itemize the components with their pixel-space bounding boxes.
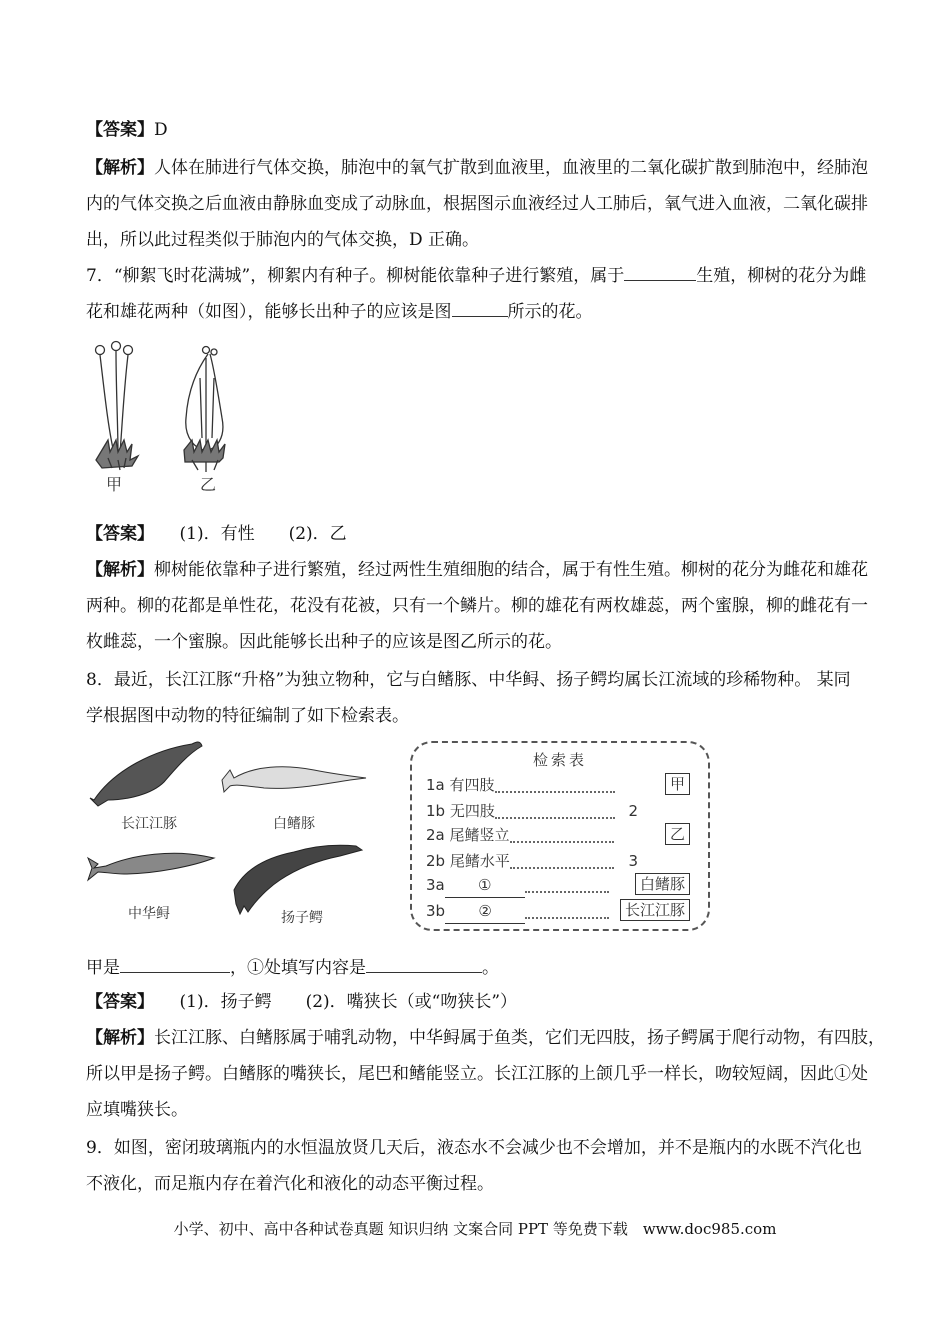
chinese-sturgeon-drawing xyxy=(88,853,214,880)
key-dots xyxy=(525,905,609,919)
q8-question-text-2: ，①处填写内容是 xyxy=(230,958,366,978)
key-result: 3 xyxy=(628,852,638,870)
q7-analysis-line-1 xyxy=(86,558,868,582)
female-flower-drawing xyxy=(184,347,225,473)
animal-label-baiji: 白鳍豚 xyxy=(273,816,315,832)
q8-blank-1 xyxy=(120,956,230,973)
q7-stem-line-1 xyxy=(86,264,866,288)
key-code: 3b xyxy=(426,902,446,920)
key-title: 检索表 xyxy=(532,751,587,769)
q7-blank-1 xyxy=(624,264,696,281)
q7-stem-text: 7．“柳絮飞时花满城”，柳絮内有种子。柳树能依靠种子进行繁殖，属于 xyxy=(86,266,625,286)
analysis-tag: 【解析】 xyxy=(86,1028,154,1048)
key-dots xyxy=(495,805,615,819)
key-row xyxy=(426,823,706,847)
animals-figure xyxy=(84,740,374,930)
key-code: 3a xyxy=(426,876,445,894)
key-row xyxy=(426,849,706,873)
dichotomous-key xyxy=(410,741,710,931)
chinese-alligator-drawing xyxy=(234,845,362,914)
q6-answer xyxy=(86,118,168,142)
q8-analysis-line-3: 应填嘴狭长。 xyxy=(86,1100,188,1120)
q8-analysis-line-2: 所以甲是扬子鳄。白鳍豚的嘴狭长，尾巴和鳍能竖立。长江江豚的上颌几乎一样长，吻较短阔，因此①处 xyxy=(86,1064,868,1084)
q7-analysis-line-2: 两种。柳的花都是单性花，花没有花被，只有一个鳞片。柳的雄花有两枚雄蕊，两个蜜腺，柳的雌花有一 xyxy=(86,596,868,616)
key-text: 无四肢 xyxy=(449,802,495,820)
analysis-text: 人体在肺进行气体交换，肺泡中的氧气扩散到血液里，血液里的二氧化碳扩散到肺泡中，经肺泡 xyxy=(154,158,868,178)
key-row xyxy=(426,799,706,823)
q8-question-text: 甲是 xyxy=(86,958,120,978)
key-dots xyxy=(495,779,615,793)
key-result: 2 xyxy=(628,802,638,820)
key-row xyxy=(426,773,706,797)
key-code: 2b xyxy=(426,852,446,870)
male-flower-drawing xyxy=(96,342,139,471)
answer-tag: 【答案】 xyxy=(86,992,146,1012)
q7-stem-text-4: 所示的花。 xyxy=(507,302,593,322)
q9-stem-line-2: 不液化，而足瓶内存在着汽化和液化的动态平衡过程。 xyxy=(86,1174,494,1194)
q6-analysis-line-1 xyxy=(86,156,868,180)
q8-blank-2 xyxy=(366,956,482,973)
q7-answer xyxy=(86,522,347,546)
q8-question-text-3: 。 xyxy=(482,958,499,978)
q7-analysis-line-3: 枚雌蕊，一个蜜腺。因此能够长出种子的应该是图乙所示的花。 xyxy=(86,632,562,652)
key-text: 尾鳍水平 xyxy=(449,852,510,870)
animal-label-sturgeon: 中华鲟 xyxy=(128,906,170,922)
analysis-text: 柳树能依靠种子进行繁殖，经过两性生殖细胞的结合，属于有性生殖。柳树的花分为雌花和雄花 xyxy=(154,560,868,580)
q8-answer xyxy=(86,990,517,1014)
q6-analysis-line-2: 内的气体交换之后血液由静脉血变成了动脉血，根据图示血液经过人工肺后，氧气进入血液，二氧化碳排 xyxy=(86,194,868,214)
q6-analysis-line-3: 出，所以此过程类似于肺泡内的气体交换，D 正确。 xyxy=(86,230,480,250)
q7-stem-text-3: 花和雄花两种（如图），能够长出种子的应该是图 xyxy=(86,302,452,322)
fig-label-jia: 甲 xyxy=(105,475,123,494)
key-code: 1b xyxy=(426,802,446,820)
key-dots xyxy=(525,879,609,893)
key-dots xyxy=(510,829,614,843)
finless-porpoise-drawing xyxy=(90,742,202,806)
fig-label-yi: 乙 xyxy=(199,475,217,494)
q8-question xyxy=(86,956,499,980)
key-blank-2: ② xyxy=(445,899,525,924)
q7-stem-text-2: 生殖，柳树的花分为雌 xyxy=(696,266,867,286)
key-text: 尾鳍竖立 xyxy=(449,826,510,844)
q7-stem-line-2 xyxy=(86,300,593,324)
key-result-boxed: 白鳍豚 xyxy=(635,873,690,895)
analysis-text: 长江江豚、白鳍豚属于哺乳动物，中华鲟属于鱼类，它们无四肢，扬子鳄属于爬行动物，有四肢， xyxy=(154,1028,885,1048)
analysis-tag: 【解析】 xyxy=(86,158,154,178)
q8-stem-line-1: 8．最近，长江江豚“升格”为独立物种，它与白鳍豚、中华鲟、扬子鳄均属长江流域的珍稀物种。 某同 xyxy=(86,670,851,690)
baiji-dolphin-drawing xyxy=(222,767,366,792)
key-result-boxed: 甲 xyxy=(665,773,690,795)
key-row xyxy=(426,873,706,897)
key-row xyxy=(426,899,706,923)
q9-stem-line-1: 9．如图，密闭玻璃瓶内的水恒温放贤几天后，液态水不会减少也不会增加，并不是瓶内的水既不汽化也 xyxy=(86,1138,862,1158)
q8-stem-line-2: 学根据图中动物的特征编制了如下检索表。 xyxy=(86,706,409,726)
key-dots xyxy=(510,855,614,869)
q7-blank-2 xyxy=(452,300,508,317)
key-result-boxed: 乙 xyxy=(665,823,690,845)
answer-text: (1)．有性 (2)．乙 xyxy=(179,524,347,544)
willow-flowers-figure xyxy=(88,338,238,498)
answer-text: D xyxy=(154,120,168,140)
answer-tag: 【答案】 xyxy=(86,524,146,544)
analysis-tag: 【解析】 xyxy=(86,560,154,580)
animal-label-finless-porpoise: 长江江豚 xyxy=(121,816,177,832)
q8-analysis-line-1 xyxy=(86,1026,885,1050)
key-text: 有四肢 xyxy=(449,776,495,794)
answer-tag: 【答案】 xyxy=(86,120,154,140)
answer-text: (1)．扬子鳄 (2)．嘴狭长（或“吻狭长”） xyxy=(179,992,518,1012)
key-result-boxed: 长江江豚 xyxy=(620,899,690,921)
page-footer: 小学、初中、高中各种试卷真题 知识归纳 文案合同 PPT 等免费下载 www.doc985.com xyxy=(173,1220,777,1238)
key-code: 2a xyxy=(426,826,445,844)
key-blank-1: ① xyxy=(445,873,525,898)
key-code: 1a xyxy=(426,776,445,794)
animal-label-alligator: 扬子鳄 xyxy=(281,910,323,926)
